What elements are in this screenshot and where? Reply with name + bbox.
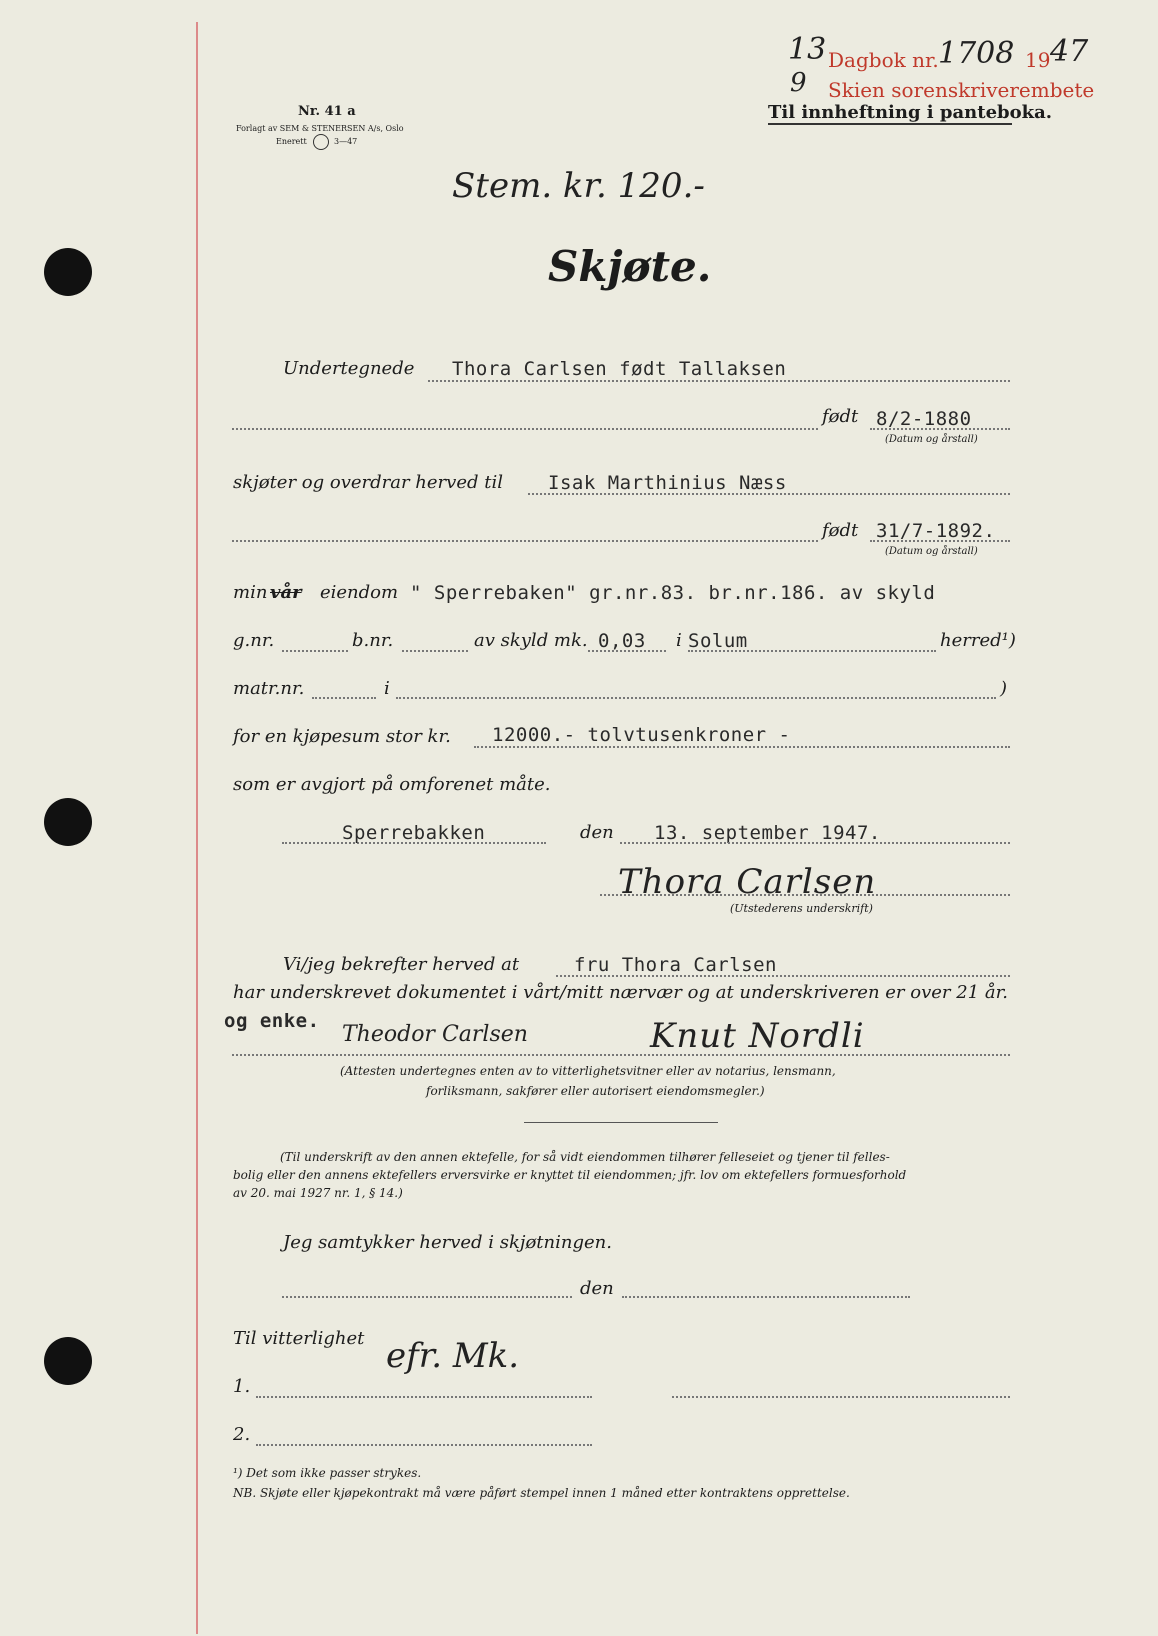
dagbok-number: 1708	[938, 36, 1015, 71]
i-label: i	[676, 630, 682, 651]
witness-line2: har underskrevet dokumentet i vårt/mitt nærvær og at underskriveren er over 21 år.	[233, 982, 1008, 1003]
dotted-line	[474, 746, 1010, 748]
dotted-line	[232, 1054, 1010, 1056]
dotted-line	[600, 894, 1010, 896]
herred-label: herred¹)	[940, 630, 1016, 651]
buyer-name: Isak Marthinius Næss	[548, 472, 787, 494]
price-label: for en kjøpesum stor kr.	[233, 726, 451, 747]
undertegnede-value: Thora Carlsen født Tallaksen	[452, 358, 787, 380]
vitterlighet-initials: efr. Mk.	[386, 1336, 520, 1376]
footnote-1: ¹) Det som ikke passer strykes.	[233, 1466, 422, 1480]
witness-signature-1: Theodor Carlsen	[342, 1022, 528, 1047]
bnr-label: b.nr.	[352, 630, 394, 651]
dotted-line	[620, 842, 1010, 844]
dotted-line	[256, 1444, 592, 1446]
dotted-line	[622, 1296, 910, 1298]
dotted-line	[556, 975, 1010, 977]
witness-note-2: forliksmann, sakfører eller autorisert eiendomsmegler.)	[426, 1084, 765, 1098]
dotted-line	[396, 697, 996, 699]
punch-hole	[44, 1337, 92, 1385]
witness-line1-value: fru Thora Carlsen	[574, 954, 777, 976]
witness-line1-prefix: Vi/jeg bekrefter herved at	[283, 954, 520, 975]
handwritten-month: 9	[790, 68, 807, 98]
dotted-line	[672, 1396, 1010, 1398]
seller-signature: Thora Carlsen	[618, 862, 877, 902]
dotted-line	[428, 380, 1010, 382]
dotted-line	[256, 1396, 592, 1398]
office-stamp: Skien sorenskriverembete	[828, 78, 1095, 102]
punch-hole	[44, 798, 92, 846]
den-label: den	[580, 822, 614, 843]
witness-signature-2: Knut Nordli	[650, 1016, 865, 1056]
separator	[524, 1122, 718, 1123]
publisher-logo	[313, 134, 329, 150]
handwritten-day: 13	[788, 32, 827, 67]
dotted-line	[688, 650, 936, 652]
page-title: Skjøte.	[548, 242, 712, 291]
dotted-line	[870, 540, 1010, 542]
consent-text: Jeg samtykker herved i skjøtningen.	[283, 1232, 612, 1253]
gnr-label: g.nr.	[233, 630, 275, 651]
property-prefix: min	[233, 582, 268, 603]
spouse-note-1: (Til underskrift av den annen ektefelle, for så vidt eiendommen tilhører felleseiet og tjener til felles-	[280, 1150, 890, 1164]
property-label: eiendom	[320, 582, 399, 603]
footnote-2: NB. Skjøte eller kjøpekontrakt må være påført stempel innen 1 måned etter kontraktens opprettelse.	[233, 1486, 850, 1500]
year-printed: 19	[1025, 48, 1051, 72]
publisher-code: 3—47	[334, 137, 358, 146]
dagbok-label: Dagbok nr.	[828, 48, 939, 72]
property-struck: vår	[270, 582, 302, 603]
witness-number-1: 1.	[233, 1376, 251, 1397]
matr-i: i	[384, 678, 390, 699]
undertegnede-label: Undertegnede	[283, 358, 415, 379]
spouse-note-2: bolig eller den annens ektefellers erversvirke er knyttet til eiendommen; jfr. lov om ektefellers formuesforhold	[233, 1168, 907, 1182]
place: Sperrebakken	[342, 822, 486, 844]
stamp-underline	[768, 123, 1012, 125]
spouse-note-3: av 20. mai 1927 nr. 1, § 14.)	[233, 1186, 403, 1200]
datum-hint: (Datum og årstall)	[885, 546, 978, 557]
publisher-rights: Enerett	[276, 137, 307, 146]
publisher-line: Forlagt av SEM & STENERSEN A/s, Oslo	[236, 124, 404, 133]
property-value: " Sperrebaken" gr.nr.83. br.nr.186. av skyld	[410, 582, 936, 604]
transfer-label: skjøter og overdrar herved til	[233, 472, 503, 493]
settled-text: som er avgjort på omforenet måte.	[233, 774, 551, 795]
seller-birth-date: 8/2-1880	[876, 408, 972, 430]
signature-hint: (Utstederens underskrift)	[730, 902, 873, 915]
price-value: 12000.- tolvtusenkroner -	[492, 724, 791, 746]
dotted-line	[312, 697, 376, 699]
dotted-line	[232, 428, 818, 430]
witness-number-2: 2.	[233, 1424, 251, 1445]
instruction-stamp: Til innheftning i panteboka.	[768, 102, 1053, 123]
red-margin-line	[196, 22, 198, 1634]
dotted-line	[528, 493, 1010, 495]
punch-hole	[44, 248, 92, 296]
matr-close: )	[1000, 678, 1008, 699]
dotted-line	[232, 540, 818, 542]
skyld-label: av skyld mk.	[474, 630, 588, 651]
matr-label: matr.nr.	[233, 678, 305, 699]
dotted-line	[588, 650, 666, 652]
year-handwritten: 47	[1050, 34, 1089, 69]
fodt-label: født	[822, 406, 859, 427]
dotted-line	[870, 428, 1010, 430]
witness-addendum: og enke.	[224, 1010, 320, 1032]
fee-note: Stem. kr. 120.-	[452, 166, 705, 206]
vitterlighet-label: Til vitterlighet	[233, 1328, 365, 1349]
buyer-birth-date: 31/7-1892.	[876, 520, 996, 542]
datum-hint: (Datum og årstall)	[885, 434, 978, 445]
dotted-line	[282, 1296, 572, 1298]
witness-note-1: (Attesten undertegnes enten av to vitterlighetsvitner eller av notarius, lensmann,	[340, 1064, 836, 1078]
signing-date: 13. september 1947.	[654, 822, 881, 844]
municipality: Solum	[688, 630, 748, 652]
form-number: Nr. 41 a	[298, 104, 356, 119]
consent-den-label: den	[580, 1278, 614, 1299]
dotted-line	[282, 650, 348, 652]
fodt-label: født	[822, 520, 859, 541]
dotted-line	[402, 650, 468, 652]
skyld-value: 0,03	[598, 630, 646, 652]
